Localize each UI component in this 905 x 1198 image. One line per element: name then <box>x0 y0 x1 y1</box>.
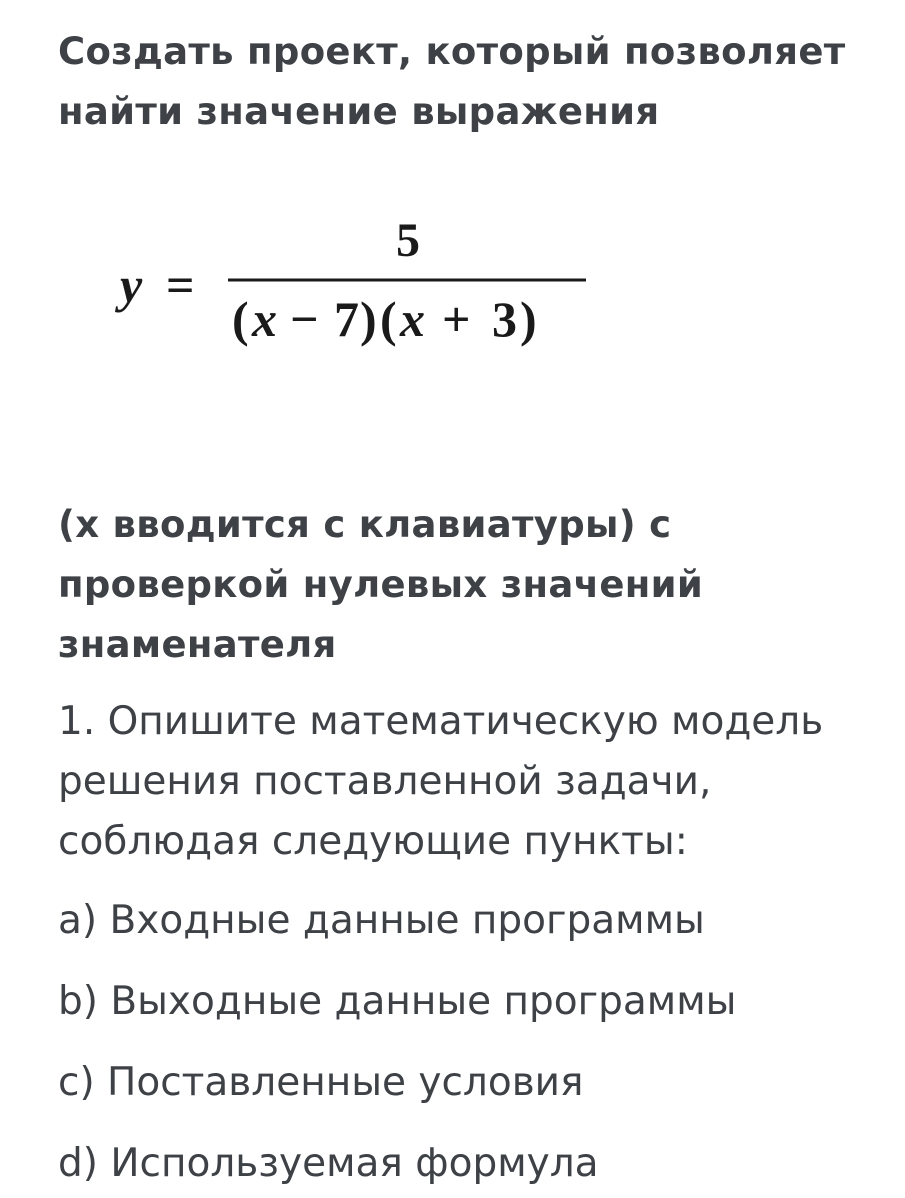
formula-svg <box>58 200 658 380</box>
list-item-c: c) Поставленные условия <box>58 1060 584 1105</box>
condition-text <box>58 495 898 675</box>
list-item-d: d) Используемая формула <box>58 1141 599 1186</box>
denominator-x-2: x <box>400 291 425 347</box>
denominator-seven: 7 <box>334 291 359 347</box>
condition-line-1: (x вводится с клавиатуры) с <box>58 503 672 546</box>
list-item-b: b) Выходные данные программы <box>58 979 737 1024</box>
denominator-minus: − <box>290 291 319 347</box>
denominator-close-paren-2: ) <box>520 291 537 347</box>
task-title <box>58 22 898 142</box>
formula-lhs: y <box>120 257 143 313</box>
task-line-2: решения поставленной задачи, <box>58 759 712 804</box>
condition-line-2: проверкой нулевых значений <box>58 563 704 606</box>
denominator-plus: + <box>442 291 471 347</box>
task-line-3: соблюдая следующие пункты: <box>58 819 688 864</box>
denominator-close-paren-1: ) <box>360 291 377 347</box>
task-instruction <box>58 692 898 872</box>
formula-numerator: 5 <box>396 214 420 267</box>
denominator-x-1: x <box>252 291 277 347</box>
formula-image <box>58 200 658 380</box>
title-line-2: найти значение выражения <box>58 90 660 133</box>
task-line-1: 1. Опишите математическую модель <box>58 699 824 744</box>
title-line-1: Создать проект, который позволяет <box>58 30 846 73</box>
condition-line-3: знаменателя <box>58 623 337 666</box>
denominator-open-paren-1: ( <box>232 291 249 347</box>
denominator-three: 3 <box>492 291 517 347</box>
formula-equals: = <box>166 257 195 313</box>
list-item-a: a) Входные данные программы <box>58 898 705 943</box>
denominator-open-paren-2: ( <box>380 291 397 347</box>
